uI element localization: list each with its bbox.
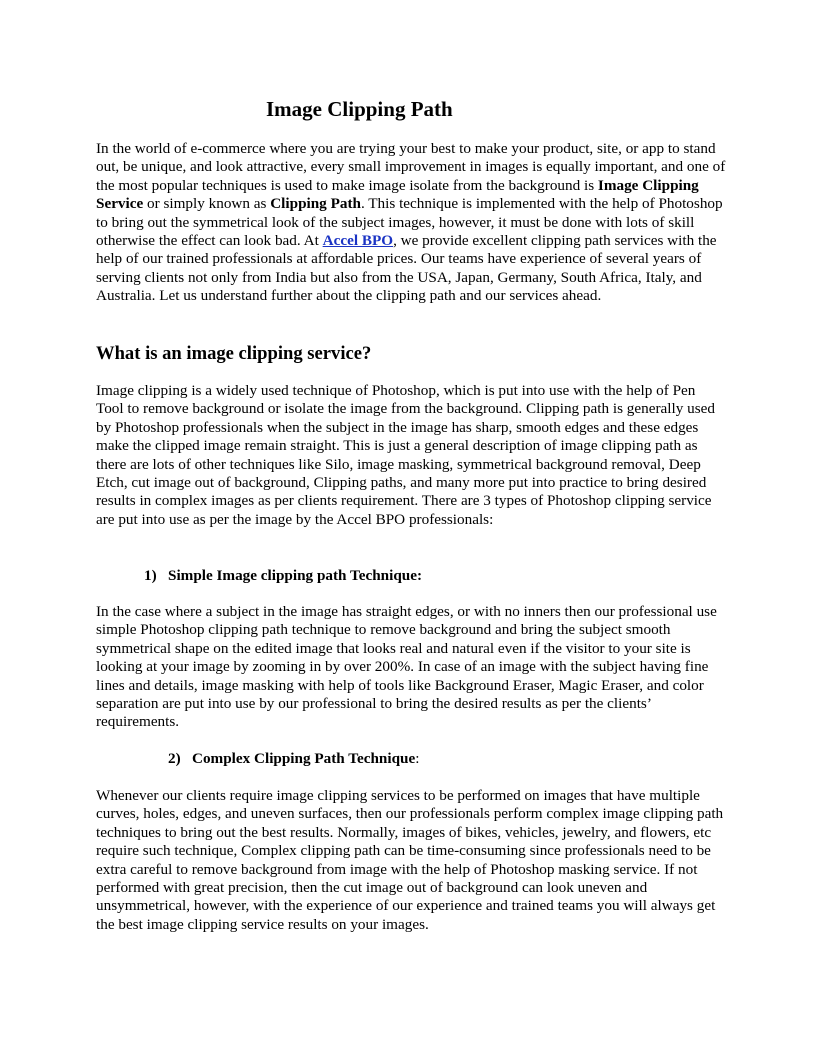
section-heading-what-is: What is an image clipping service? [96, 343, 372, 364]
technique2-number: 2) [168, 750, 181, 767]
page-title: Image Clipping Path [266, 97, 453, 121]
intro-paragraph [96, 140, 726, 306]
section1-paragraph: Image clipping is a widely used technique of Photoshop, which is put into use with the help of Pen Tool to remove background or isolate the image from the background. Clipping path is generally used by Photoshop professionals when the subject in the image has sharp, smooth edges and these edges make the clipped image remain straight. This is just a general description of image clipping path as there are lots of other techniques like Silo, image masking, symmetrical background removal, Deep Etch, cut image out of background, Clipping paths, and many more put into practice to bring desired results in complex images as per clients requirement. There are 3 types of Photoshop clipping service are put into use as per the image by the Accel BPO professionals: [96, 382, 715, 528]
intro-text-2: or simply known as [143, 195, 271, 213]
technique1-heading [144, 567, 422, 585]
technique1-label: Simple Image clipping path Technique: [168, 567, 423, 584]
intro-bold-image-clipping-service: Image Clipping Service [96, 176, 699, 213]
intro-text-3: . This technique is implemented with the help of Photoshop to bring out the symmetrical look of the subject images, however, it must be done with lots of skill otherwise the effect can look bad. At [96, 195, 723, 250]
technique2-paragraph: Whenever our clients require image clipping services to be performed on images that have multiple curves, holes, edges, and uneven surfaces, then our professionals perform complex image clipping path techniques to bring out the best results. Normally, images of bikes, vehicles, jewelry, and flowers, etc require such technique, Complex clipping path can be time-consuming since professionals need to be extra careful to remove background from image with the help of Photoshop masking service. If not performed with great precision, then the cut image out of background can look uneven and unsymmetrical, however, with the experience of our experience and trained teams you will always get the best image clipping service results on your images. [96, 787, 724, 933]
intro-text-1: In the world of e-commerce where you are trying your best to make your product, site, or app to stand out, be unique, and look attractive, every small improvement in images is equally important, and one of the most popular techniques is used to make image isolate from the background is [96, 140, 726, 194]
technique2-label: Complex Clipping Path Technique [192, 750, 416, 767]
intro-bold-clipping-path: Clipping Path [270, 195, 361, 213]
technique1-paragraph: In the case where a subject in the image has straight edges, or with no inners then our professional use simple Photoshop clipping path technique to remove background and bring the subject smooth symmetrical shape on the edited image that looks real and natural even if the visitor to your site is looking at your image by zooming in by over 200%. In case of an image with the subject having fine lines and details, image masking with help of tools like Background Eraser, Magic Eraser, and color separation are put into use by our professional to bring the desired results as per the clients’ requirements. [96, 603, 717, 731]
accel-bpo-link[interactable]: Accel BPO [322, 232, 394, 250]
intro-text-4: , we provide excellent clipping path services with the help of our trained professionals at affordable prices. Our teams have experience of several years of serving clients not only from India but also from the USA, Japan, Germany, South Africa, Italy, and Australia. Let us understand further about the clipping path and our services ahead. [96, 232, 717, 305]
technique2-heading [168, 750, 419, 768]
technique2-colon: : [415, 750, 420, 767]
technique1-number: 1) [144, 567, 157, 584]
